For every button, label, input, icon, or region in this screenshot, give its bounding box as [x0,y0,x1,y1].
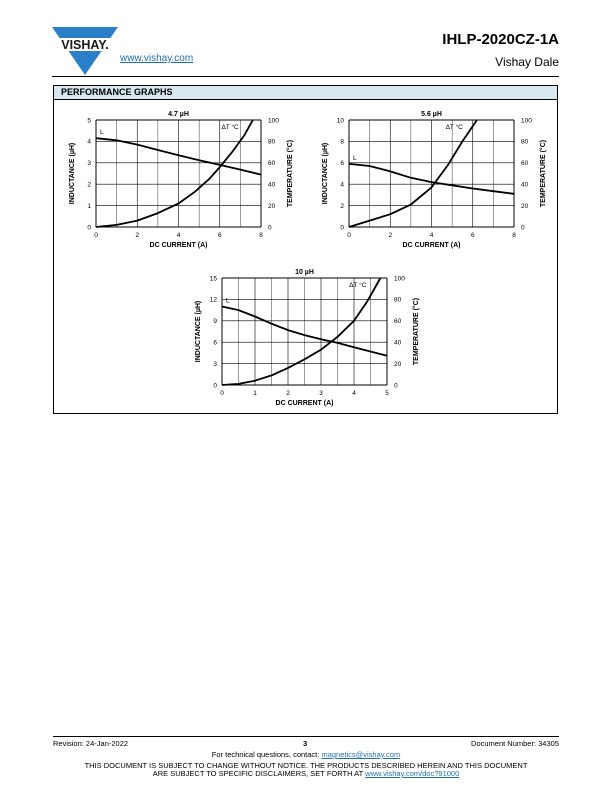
y2-tick-label: 60 [268,160,276,168]
chart-10uh [186,262,431,412]
y-axis-label: INDUCTANCE (µH) [69,142,76,205]
x-tick-label: 0 [220,390,224,397]
y-tick-label: 0 [340,224,344,232]
y-tick-label: 10 [336,117,344,125]
y2-tick-label: 0 [521,224,525,232]
x-tick-label: 6 [470,232,475,239]
disclaimer-line-2 [0,769,612,778]
division-name: Vishay Dale [495,55,559,69]
y-tick-label: 0 [213,382,217,390]
part-number: IHLP-2020CZ-1A [442,31,559,48]
brand-logo-text: VISHAY. [61,38,109,52]
series-label-temperature: ΔT °C [445,124,463,131]
temperature-curve [222,278,380,385]
x-axis-label: DC CURRENT (A) [275,400,334,407]
y2-tick-label: 0 [394,382,398,390]
series-label-inductance: L [353,154,357,162]
y2-axis-label: TEMPERATURE (°C) [413,297,420,366]
disclaimer-prefix: ARE SUBJECT TO SPECIFIC DISCLAIMERS, SET FORTH AT [152,769,366,778]
y-tick-label: 2 [340,202,344,210]
y2-axis-label: TEMPERATURE (°C) [540,139,547,208]
x-tick-label: 4 [176,232,181,239]
y2-tick-label: 20 [394,360,402,368]
contact-email-link[interactable]: magnetics@vishay.com [321,750,401,759]
x-tick-label: 2 [286,390,290,397]
x-tick-label: 8 [259,232,263,239]
x-tick-label: 0 [347,232,351,239]
y2-axis-label: TEMPERATURE (°C) [287,139,294,208]
chart-title: 5.6 µH [421,111,442,118]
y-tick-label: 6 [340,160,344,168]
x-tick-label: 5 [385,390,389,397]
footer-divider [53,736,559,737]
y-tick-label: 9 [213,318,217,326]
y-tick-label: 12 [209,296,217,304]
document-number: Document Number: 34305 [471,739,559,748]
temperature-curve [349,120,477,227]
y2-tick-label: 100 [394,275,405,283]
y-tick-label: 2 [87,181,91,189]
y-tick-label: 0 [87,224,91,232]
y2-tick-label: 40 [521,181,529,189]
revision-date: Revision: 24-Jan-2022 [53,739,129,748]
section-title: PERFORMANCE GRAPHS [61,87,173,97]
series-label-temperature: ΔT °C [349,282,367,289]
y-tick-label: 3 [87,160,91,168]
series-label-inductance: L [226,297,230,305]
y2-tick-label: 40 [268,181,276,189]
y2-tick-label: 60 [521,160,529,168]
chart-4-7uh [60,104,305,254]
y2-tick-label: 60 [394,318,402,326]
y2-tick-label: 80 [394,296,402,304]
y2-tick-label: 20 [268,202,276,210]
x-tick-label: 4 [429,232,434,239]
y-tick-label: 4 [340,181,344,189]
y2-tick-label: 100 [268,117,279,125]
y2-tick-label: 20 [521,202,529,210]
temperature-curve [96,120,253,227]
y2-tick-label: 80 [268,138,276,146]
x-tick-label: 4 [352,390,356,397]
x-tick-label: 3 [319,390,323,397]
disclaimer-link[interactable]: www.vishay.com/doc?91000 [365,769,460,778]
y-tick-label: 4 [87,138,91,146]
x-tick-label: 6 [217,232,222,239]
vishay-logo [52,27,118,77]
chart-title: 4.7 µH [168,111,189,118]
y-tick-label: 1 [87,202,91,210]
y2-tick-label: 40 [394,339,402,347]
y2-tick-label: 80 [521,138,529,146]
y-tick-label: 8 [340,138,344,146]
y2-tick-label: 100 [521,117,532,125]
contact-line [0,750,612,759]
y-tick-label: 3 [213,360,217,368]
x-tick-label: 0 [94,232,98,239]
x-tick-label: 1 [253,390,257,397]
x-tick-label: 2 [135,232,140,239]
y-tick-label: 15 [209,275,217,283]
series-label-temperature: ΔT °C [221,124,239,131]
header-divider [52,76,559,77]
y-axis-label: INDUCTANCE (µH) [195,300,202,363]
chart-title: 10 µH [295,269,314,276]
y-axis-label: INDUCTANCE (µH) [322,142,329,205]
y-tick-label: 5 [87,117,91,125]
x-tick-label: 2 [388,232,393,239]
chart-5-6uh [313,104,558,254]
contact-prefix: For technical questions, contact: [211,750,322,759]
y2-tick-label: 0 [268,224,272,232]
website-link[interactable]: www.vishay.com [120,53,194,64]
x-axis-label: DC CURRENT (A) [402,242,461,249]
page-number: 3 [303,739,308,748]
x-tick-label: 8 [512,232,516,239]
series-label-inductance: L [100,129,104,137]
disclaimer-line-1: THIS DOCUMENT IS SUBJECT TO CHANGE WITHOUT NOTICE. THE PRODUCTS DESCRIBED HEREIN AND THIS DOCUMENT [84,761,528,770]
y-tick-label: 6 [213,339,217,347]
x-axis-label: DC CURRENT (A) [149,242,208,249]
